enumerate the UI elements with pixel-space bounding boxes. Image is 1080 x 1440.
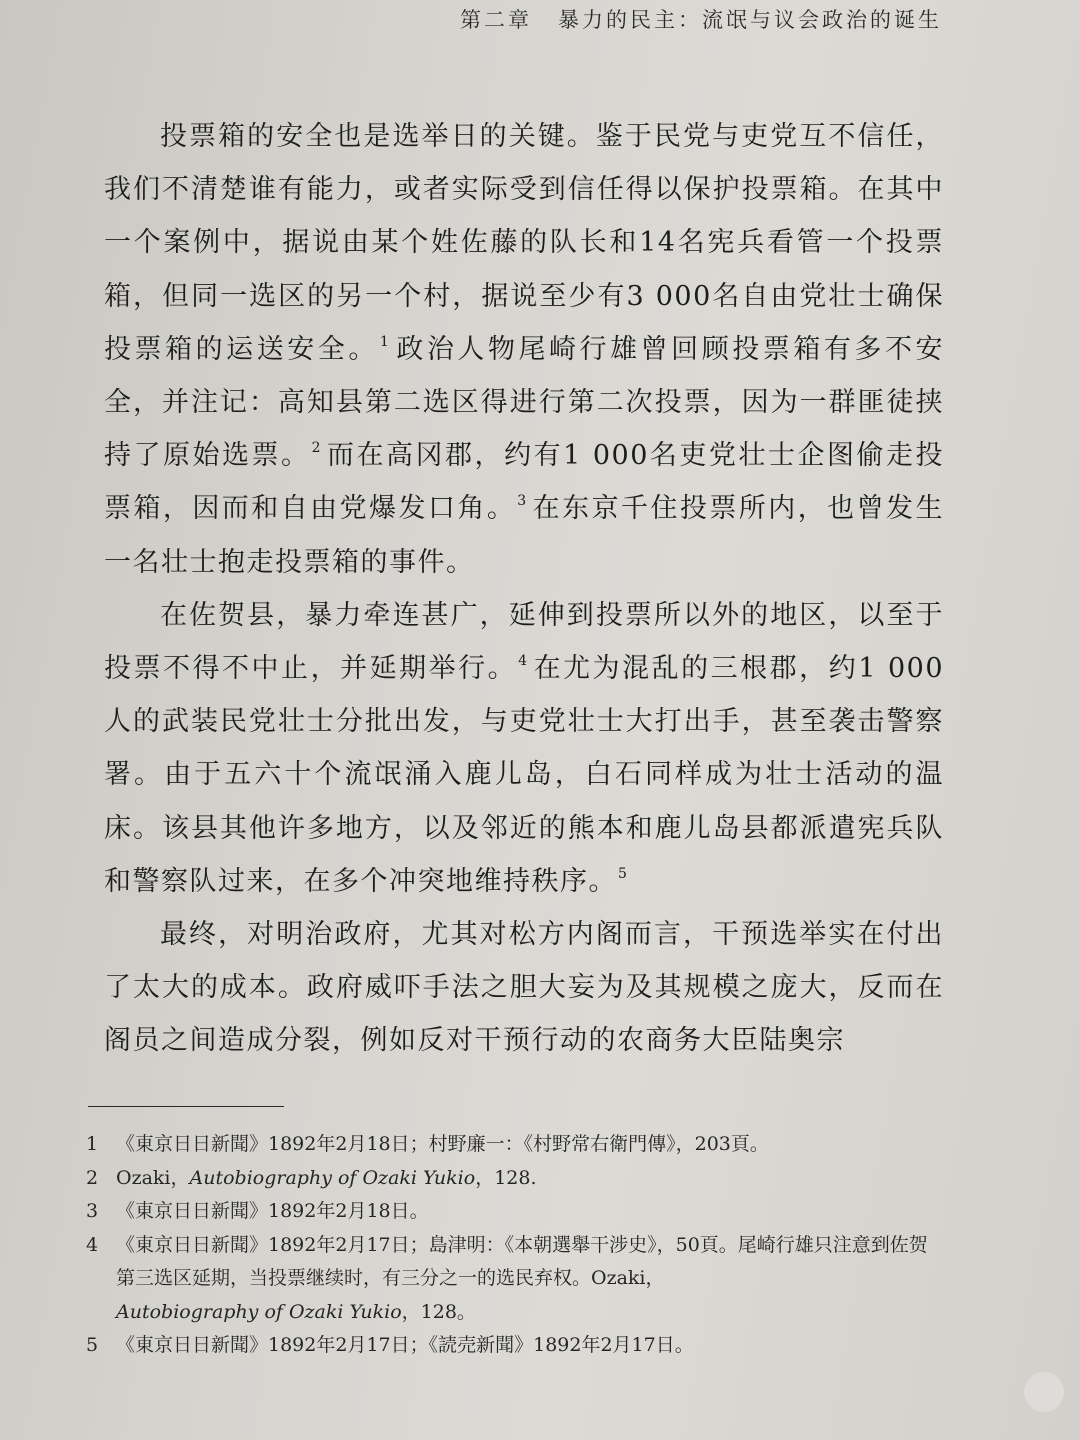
chapter-title: 暴力的民主：流氓与议会政治的诞生 — [558, 8, 942, 32]
footnote-number: 2 — [86, 1166, 99, 1189]
footnote-marker: 2 — [311, 440, 322, 457]
footnote — [86, 1195, 936, 1229]
footnotes — [86, 1128, 936, 1363]
footnote — [86, 1229, 936, 1330]
footnote-text — [116, 1162, 936, 1196]
text-run: 《東京日日新聞》1892年2月17日；島津明：《本朝選舉干涉史》，50頁。尾崎行雄只注意到佐贺第三选区延期，当投票继续时，有三分之一的选民弃权。Ozaki， — [116, 1233, 928, 1289]
text-run: ，128。 — [401, 1300, 476, 1323]
chapter-number: 第二章 — [460, 8, 532, 32]
text-run: 《東京日日新聞》1892年2月17日；《読売新聞》1892年2月17日。 — [116, 1334, 694, 1356]
footnote-text — [116, 1128, 936, 1162]
footnote-marker: 4 — [518, 653, 529, 670]
footnote-rule — [88, 1106, 284, 1107]
footnote-number: 3 — [86, 1200, 99, 1222]
italic-title: Autobiography of Ozaki Yukio — [189, 1166, 476, 1189]
footnote-number: 4 — [86, 1233, 99, 1256]
footnote-number: 1 — [86, 1133, 99, 1155]
footnote — [86, 1128, 936, 1162]
text-run: 在东京千住投票所内，也曾发生一名壮士抱走投票箱的事件。 — [104, 493, 945, 578]
paragraph — [104, 589, 944, 908]
text-run: 投票箱的安全也是选举日的关键。鉴于民党与吏党互不信任，我们不清楚谁有能力，或者实际受到信任得以保护投票箱。在其中一个案例中，据说由某个姓佐藤的队长和14名宪兵看管一个投票箱，但同一选区的另一个村，据说至少有3 000名自由党壮士确保投票箱的运送安全。 — [104, 121, 944, 365]
text-run: 最终，对明治政府，尤其对松方内阁而言，干预选举实在付出了太大的成本。政府威吓手法之胆大妄为及其规模之庞大，反而在阁员之间造成分裂，例如反对干预行动的农商务大臣陆奥宗 — [104, 919, 944, 1057]
footnote-marker: 3 — [517, 493, 528, 510]
text-run: 在佐贺县，暴力牵连甚广，延伸到投票所以外的地区，以至于投票不得不中止，并延期举行。 — [104, 599, 944, 685]
text-run: 在尤为混乱的三根郡，约1 000人的武装民党壮士分批出发，与吏党壮士大打出手，甚至袭击警察署。由于五六十个流氓涌入鹿儿岛，白石同样成为壮士活动的温床。该县其他许多地方，以及邻近的熊本和鹿儿岛县都派遣宪兵队和警察队过来，在多个冲突地维持秩序。 — [104, 653, 945, 897]
italic-title: Autobiography of Ozaki Yukio — [116, 1300, 402, 1323]
paragraph — [104, 110, 944, 589]
body-text — [104, 110, 944, 1068]
text-run: 政治人物尾崎行雄曾回顾投票箱有多不安全，并注记：高知县第二选区得进行第二次投票，因为一群匪徒挟持了原始选票。 — [104, 333, 944, 472]
footnote-marker: 1 — [379, 333, 391, 350]
footnote-marker: 5 — [618, 865, 629, 882]
footnote-number: 5 — [86, 1334, 99, 1356]
text-run: 《東京日日新聞》1892年2月18日；村野廉一：《村野常右衛門傳》，203頁。 — [116, 1133, 769, 1155]
text-run: ，128. — [475, 1166, 537, 1189]
text-run: 《東京日日新聞》1892年2月18日。 — [116, 1200, 429, 1222]
footnote — [86, 1162, 936, 1196]
watermark — [1024, 1372, 1064, 1412]
paragraph — [104, 908, 944, 1068]
text-run: Ozaki， — [116, 1166, 190, 1189]
footnote-text — [116, 1195, 936, 1229]
footnote-text — [116, 1329, 936, 1363]
footnote-text — [116, 1229, 936, 1330]
text-run: 而在高冈郡，约有1 000名吏党壮士企图偷走投票箱，因而和自由党爆发口角。 — [104, 440, 945, 525]
footnote — [86, 1329, 936, 1363]
running-head — [460, 4, 942, 34]
